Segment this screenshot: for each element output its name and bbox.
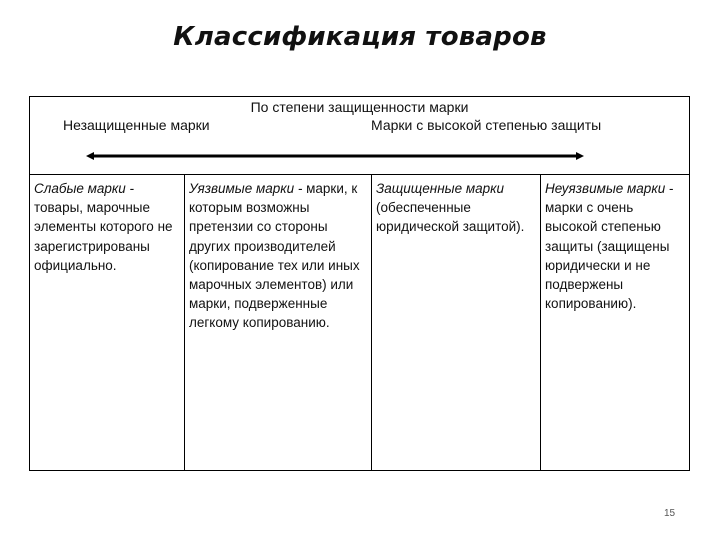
header-right-label: Марки с высокой степенью защиты [371,117,602,133]
column-vulnerable-marks [184,174,371,471]
column-protected-marks [371,174,540,471]
desc-protected-marks: (обеспеченные юридической защитой). [376,200,525,235]
column-weak-marks [30,174,184,471]
column-invulnerable-marks [540,174,691,471]
table-header [30,97,689,175]
desc-invulnerable-marks: - марки с очень высокой степенью защиты (защищены юридически и не подвержены копированию). [545,181,674,312]
page-number: 15 [664,508,676,519]
header-left-label: Незащищенные марки [63,117,210,133]
classification-table [29,96,690,471]
desc-vulnerable-marks: марки, к которым возможны претензии со стороны других производителей (копирование тех или иных марочных элементов) или марки, подверженные легкому копированию. [189,181,360,331]
double-arrow-icon [86,152,584,160]
term-invulnerable-marks: Неуязвимые марки [545,181,669,196]
term-vulnerable-marks: Уязвимые марки - [189,181,307,196]
desc-weak-marks: товары, марочные элементы которого не зарегистрированы официально. [34,200,173,273]
header-main-label: По степени защищенности марки [250,99,469,115]
slide-title: Классификация товаров [173,22,547,52]
term-weak-marks: Слабые марки - [34,181,135,196]
table-columns [30,174,689,471]
term-protected-marks: Защищенные марки [376,181,504,196]
